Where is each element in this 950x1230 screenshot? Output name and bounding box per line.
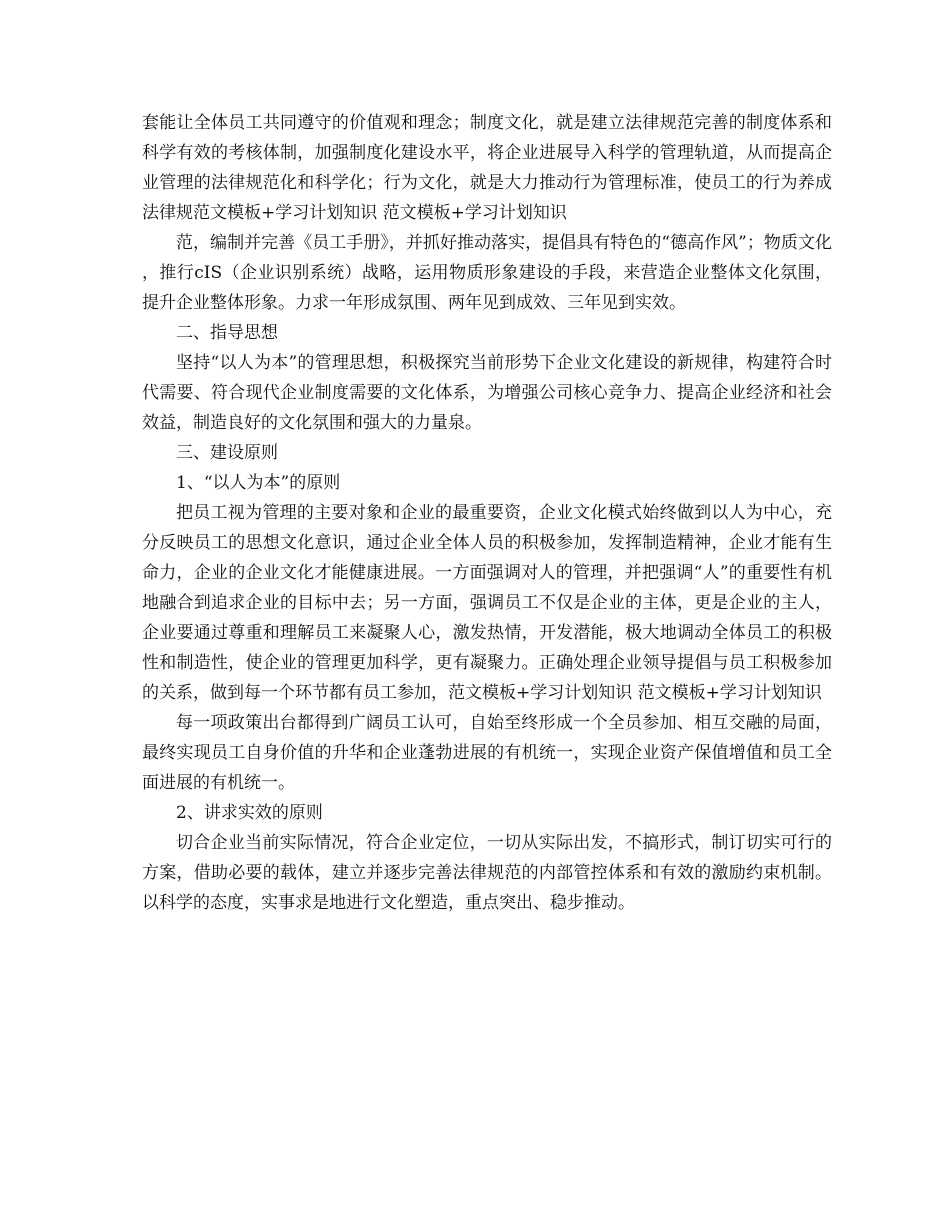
paragraph-practical-results: 切合企业当前实际情况，符合企业定位，一切从实际出发，不搞形式，制订切实可行的方案，借助必要的载体，建立并逐步完善法律规范的内部管控体系和有效的激励约束机制。以科学的态度，实事求是地进行文化塑造，重点突出、稳步推动。 — [142, 833, 832, 913]
paragraph-people-oriented: 把员工视为管理的主要对象和企业的最重要资，企业文化模式始终做到以人为中心，充分反映员工的思想文化意识，通过企业全体人员的积极参加，发挥制造精神，企业才能有生命力，企业的企业文化才能健康进展。一方面强调对人的管理，并把强调“人”的重要性有机地融合到追求企业的目标中去；另一方面，强调员工不仅是企业的主体，更是企业的主人，企业要通过尊重和理解员工来凝聚人心，激发热情，开发潜能，极大地调动全体员工的积极性和制造性，使企业的管理更加科学，更有凝聚力。正确处理企业领导提倡与员工积极参加的关系，做到每一个环节都有员工参加，范文模板+学习计划知识 范文模板+学习计划知识 — [142, 503, 832, 703]
subheading-people-oriented: 1、“以人为本”的原则 — [176, 473, 341, 493]
paragraph-employee-handbook: 范，编制并完善《员工手册》，并抓好推动落实，提倡具有特色的“德高作风”；物质文化，推行cIS（企业识别系统）战略，运用物质形象建设的手段，来营造企业整体文化氛围，提升企业整体形象。力求一年形成氛围、两年见到成效、三年见到实效。 — [142, 233, 832, 313]
heading-guiding-ideology: 二、指导思想 — [176, 323, 278, 343]
paragraph-guiding-ideology: 坚持“以人为本”的管理思想，积极探究当前形势下企业文化建设的新规律，构建符合时代需要、符合现代企业制度需要的文化体系，为增强公司核心竞争力、提高企业经济和社会效益，制造良好的文化氛围和强大的力量泉。 — [142, 353, 832, 433]
paragraph-policy-recognition: 每一项政策出台都得到广阔员工认可，自始至终形成一个全员参加、相互交融的局面，最终实现员工自身价值的升华和企业蓬勃进展的有机统一，实现企业资产保值增值和员工全面进展的有机统一。 — [142, 713, 832, 793]
paragraph-culture-system-continued: 套能让全体员工共同遵守的价值观和理念；制度文化，就是建立法律规范完善的制度体系和科学有效的考核体制，加强制度化建设水平，将企业进展导入科学的管理轨道，从而提高企业管理的法律规范化和科学化；行为文化，就是大力推动行为管理标准，使员工的行为养成法律规范文模板+学习计划知识 范文模板+学习计划知识 — [142, 113, 832, 223]
heading-construction-principles: 三、建设原则 — [176, 443, 278, 463]
document-body — [142, 108, 832, 918]
subheading-practical-results: 2、讲求实效的原则 — [176, 803, 323, 823]
